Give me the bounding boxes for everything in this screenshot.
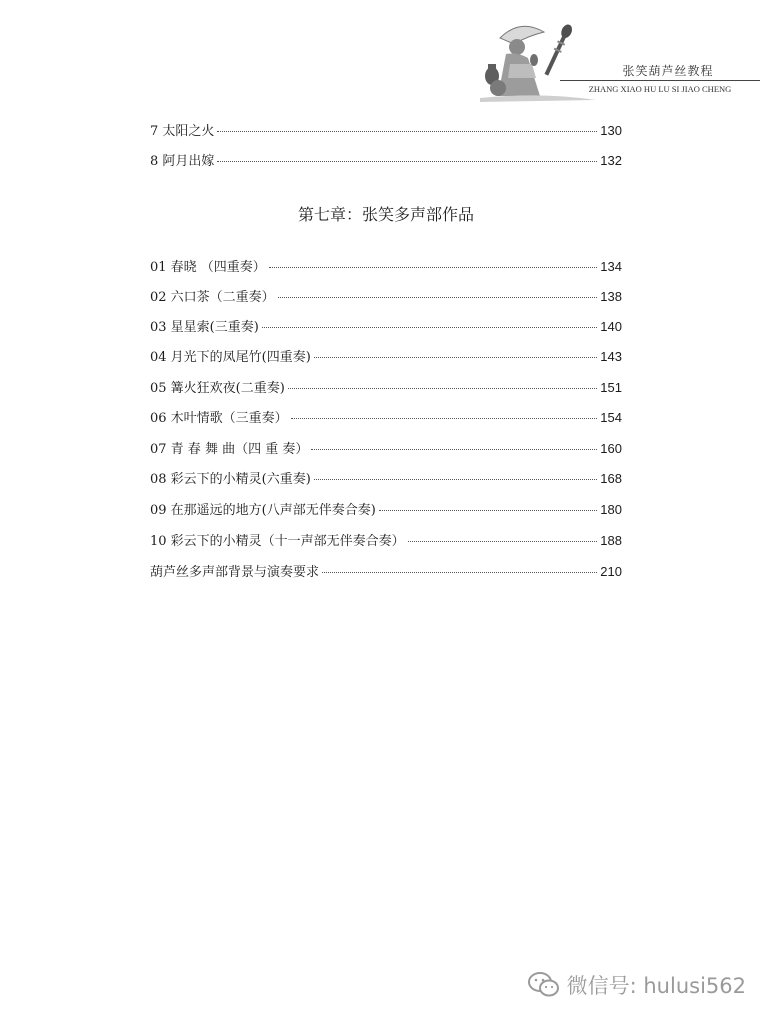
toc-entry-page: 180 <box>600 502 622 517</box>
leader-dots <box>288 387 597 389</box>
toc-entry-page: 188 <box>600 533 622 548</box>
toc-entry[interactable] <box>150 377 622 399</box>
leader-dots <box>291 417 598 419</box>
toc-entry[interactable] <box>150 530 622 552</box>
wechat-icon <box>527 971 561 999</box>
toc-entry[interactable] <box>150 316 622 338</box>
toc-entry-page: 168 <box>600 471 622 486</box>
toc-entry-title: 7 太阳之火 <box>150 124 215 139</box>
wechat-id-text: 微信号: hulusi562 <box>566 974 746 998</box>
leader-dots <box>379 509 597 511</box>
leader-dots <box>269 266 597 268</box>
toc-entry-page: 160 <box>600 441 622 456</box>
leader-dots <box>217 160 597 162</box>
header-divider <box>560 80 760 81</box>
toc-entry-title: 葫芦丝多声部背景与演奏要求 <box>150 565 320 580</box>
leader-dots <box>408 540 598 542</box>
toc-entry-title: 08 彩云下的小精灵(六重奏) <box>150 472 311 487</box>
toc-entry-page: 151 <box>600 380 622 395</box>
toc-entry[interactable] <box>150 438 622 460</box>
leader-dots <box>322 571 597 573</box>
wechat-watermark <box>527 970 746 1000</box>
toc-entry-title: 07 青 春 舞 曲（四 重 奏） <box>150 442 309 457</box>
toc-entry-page: 130 <box>600 123 622 138</box>
toc-entry-title: 05 篝火狂欢夜(二重奏) <box>150 381 285 396</box>
toc-entry-page: 140 <box>600 319 622 334</box>
toc-entry[interactable] <box>150 499 622 521</box>
leader-dots <box>217 130 597 132</box>
toc-entry[interactable] <box>150 468 622 490</box>
toc-entry-title: 8 阿月出嫁 <box>150 154 215 169</box>
toc-entry-title: 10 彩云下的小精灵（十一声部无伴奏合奏） <box>150 534 405 549</box>
toc-entry-page: 134 <box>600 259 622 274</box>
page-header <box>470 14 760 114</box>
leader-dots <box>311 448 597 450</box>
toc-entry-page: 138 <box>600 289 622 304</box>
toc-entry[interactable] <box>150 150 622 172</box>
leader-dots <box>314 478 597 480</box>
toc-entry-title: 04 月光下的凤尾竹(四重奏) <box>150 350 311 365</box>
toc-entry[interactable] <box>150 407 622 429</box>
toc-entry-page: 210 <box>600 564 622 579</box>
leader-dots <box>278 296 598 298</box>
leader-dots <box>262 326 597 328</box>
toc-entry-title: 03 星星索(三重奏) <box>150 320 259 335</box>
toc-entry-title: 02 六口茶（二重奏） <box>150 290 275 305</box>
book-title-pinyin: ZHANG XIAO HU LU SI JIAO CHENG <box>588 84 732 94</box>
toc-entry-title: 01 春晓 （四重奏） <box>150 260 266 275</box>
toc-entry[interactable] <box>150 561 622 583</box>
toc-entry[interactable] <box>150 256 622 278</box>
toc-entry[interactable] <box>150 286 622 308</box>
toc-entry[interactable] <box>150 346 622 368</box>
leader-dots <box>314 356 597 358</box>
toc-entry-page: 143 <box>600 349 622 364</box>
toc-entry-title: 06 木叶情歌（三重奏） <box>150 411 288 426</box>
chapter-heading: 第七章：张笑多声部作品 <box>297 205 474 224</box>
toc-entry-title: 09 在那遥远的地方(八声部无伴奏合奏) <box>150 503 376 518</box>
toc-entry[interactable] <box>150 120 622 142</box>
toc-entry-page: 154 <box>600 410 622 425</box>
toc-entry-page: 132 <box>600 153 622 168</box>
book-title: 张笑葫芦丝教程 <box>622 64 714 78</box>
